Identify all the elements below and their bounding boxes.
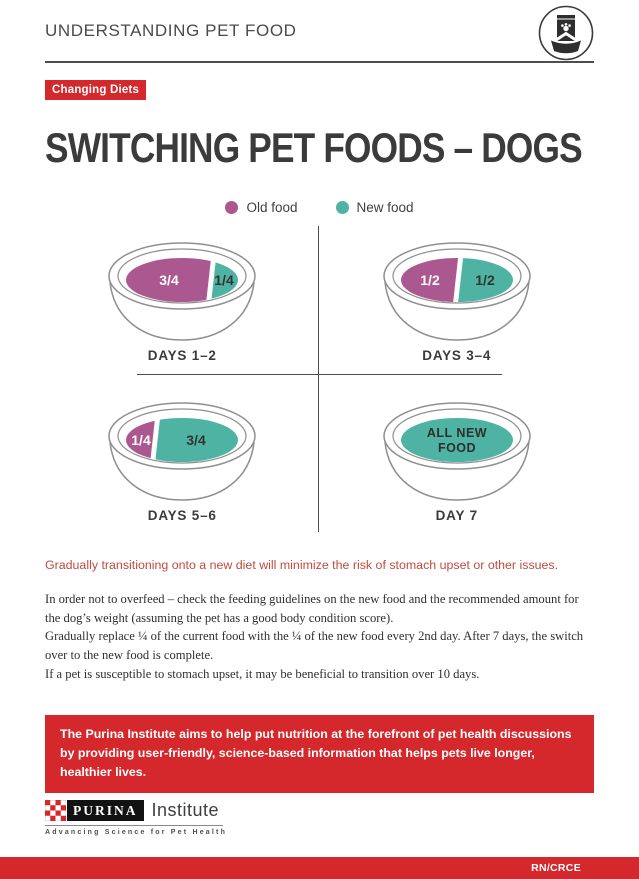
document-header-title: UNDERSTANDING PET FOOD — [45, 21, 297, 40]
body-paragraph: Gradually replace ¼ of the current food with the ¼ of the new food every 2nd day. After 7 days, the switch over to the new food is complete. — [45, 629, 584, 662]
bowl-cell-days-1-2 — [45, 226, 320, 374]
footer-bar — [0, 857, 639, 879]
bowl-label: DAY 7 — [435, 508, 478, 523]
grid-divider-vertical — [318, 226, 319, 532]
bowl-diagram — [372, 396, 542, 504]
svg-text:1/2: 1/2 — [420, 272, 440, 288]
bowl-label: DAYS 5–6 — [147, 508, 217, 523]
new-food-color-dot — [336, 201, 349, 214]
bowl-cell-days-3-4 — [320, 226, 595, 374]
old-food-color-dot — [225, 201, 238, 214]
svg-text:1/2: 1/2 — [475, 272, 495, 288]
bowl-diagram — [97, 396, 267, 504]
purina-institute-logo — [45, 800, 227, 836]
section-badge: Changing Diets — [45, 80, 146, 100]
pet-food-bag-and-bowl-icon — [536, 3, 596, 68]
svg-text:1/4: 1/4 — [214, 272, 234, 288]
bowl-cell-days-5-6 — [45, 374, 320, 532]
body-paragraph: If a pet is susceptible to stomach upset, it may be beneficial to transition over 10 days. — [45, 667, 480, 681]
bowl-diagram — [372, 236, 542, 344]
header-divider — [45, 61, 594, 63]
svg-text:3/4: 3/4 — [186, 432, 206, 448]
legend-item-old-food — [225, 200, 297, 215]
svg-text:3/4: 3/4 — [159, 272, 179, 288]
purina-wordmark: PURINA — [67, 800, 144, 821]
lead-sentence: Gradually transitioning onto a new diet will minimize the risk of stomach upset or other issues. — [45, 558, 559, 572]
body-paragraph: In order not to overfeed – check the feeding guidelines on the new food and the recommended amount for the dog’s weight (assuming the pet has a good body condition score). — [45, 592, 579, 625]
institute-wordmark: Institute — [151, 800, 220, 820]
legend-label: Old food — [246, 200, 298, 215]
purina-checkerboard-icon — [45, 800, 66, 821]
svg-text:FOOD: FOOD — [437, 441, 476, 455]
bowl-diagram — [97, 236, 267, 344]
logo-tagline: Advancing Science for Pet Health — [45, 829, 228, 836]
document-code: RN/CRCE — [531, 862, 581, 874]
svg-text:1/4: 1/4 — [131, 432, 151, 448]
legend-item-new-food — [336, 200, 414, 215]
bowl-cell-day-7 — [320, 374, 595, 532]
legend-label: New food — [356, 200, 414, 215]
svg-text:ALL NEW: ALL NEW — [426, 426, 487, 440]
legend — [45, 200, 594, 215]
mission-callout: The Purina Institute aims to help put nutrition at the forefront of pet health discussions by providing user-friendly, science-based information that helps pets live longer, healthier lives. — [45, 715, 594, 793]
bowl-label: DAYS 3–4 — [422, 348, 492, 363]
logo-divider — [45, 825, 223, 826]
transition-diagram — [45, 226, 594, 532]
bowl-label: DAYS 1–2 — [147, 348, 217, 363]
page-title: SWITCHING PET FOODS – DOGS — [45, 124, 582, 171]
grid-divider-horizontal — [137, 374, 502, 375]
